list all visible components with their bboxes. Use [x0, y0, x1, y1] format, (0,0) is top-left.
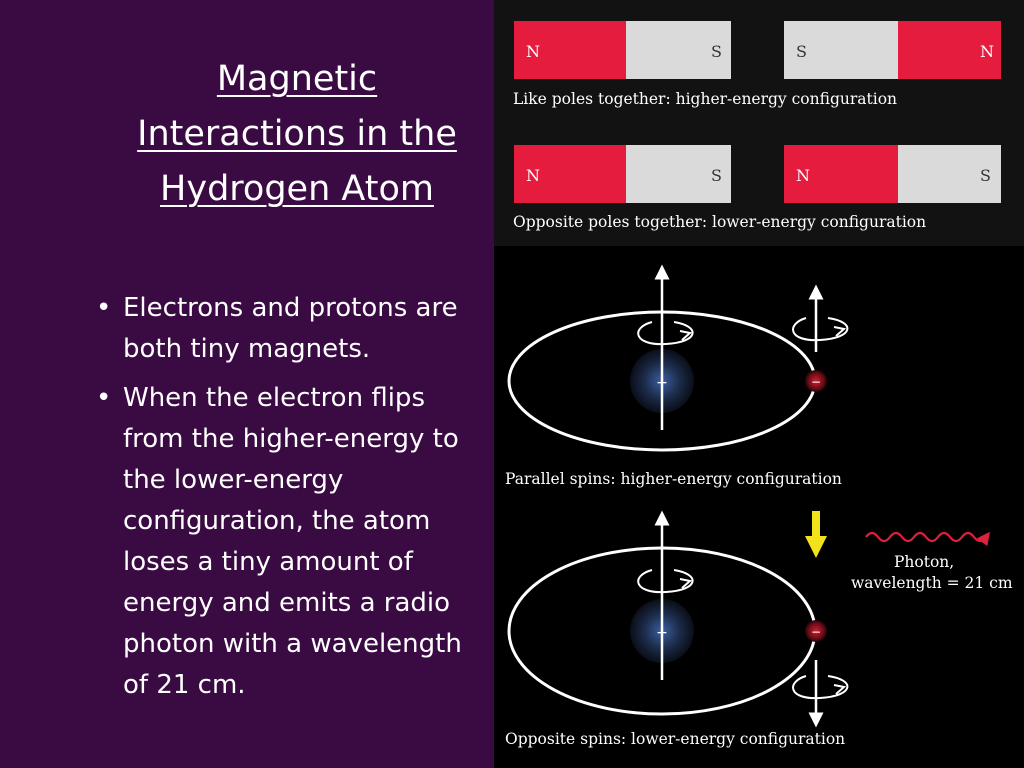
parallel-spins-caption: Parallel spins: higher-energy configuration	[505, 470, 842, 488]
like-poles-caption: Like poles together: higher-energy configuration	[513, 90, 898, 108]
title-line-3: Hydrogen Atom	[160, 169, 434, 209]
pole-label: S	[711, 42, 722, 61]
slide-text-area	[0, 0, 494, 768]
photon-label: Photon,	[894, 553, 955, 571]
wavelength-label: wavelength = 21 cm	[851, 574, 1013, 592]
atom-opposite-spins	[509, 518, 847, 720]
bullet-list	[94, 288, 474, 714]
photon-wave	[866, 533, 986, 541]
figure-panel	[494, 0, 1024, 768]
transition-arrow	[805, 511, 827, 558]
bullet-marker: •	[96, 383, 112, 413]
electron-rotation-arrow	[793, 676, 847, 698]
atom-parallel-spins	[509, 272, 847, 450]
electron-charge: −	[810, 625, 822, 639]
bullet-text: Electrons and protons are both tiny magnets.	[123, 293, 458, 364]
pole-label: N	[526, 166, 540, 185]
title-line-1: Magnetic	[216, 59, 378, 99]
slide-title	[100, 52, 494, 217]
hydrogen-atom-diagram	[494, 0, 1024, 768]
electron-rotation-arrow	[793, 318, 847, 340]
proton-rotation-arrow	[638, 570, 692, 592]
proton-charge: +	[656, 625, 668, 641]
opposite-poles-caption: Opposite poles together: lower-energy configuration	[513, 213, 927, 231]
proton-rotation-arrow	[638, 322, 692, 344]
opposite-spins-caption: Opposite spins: lower-energy configuration	[505, 730, 846, 748]
bullet-marker: •	[96, 293, 112, 323]
pole-label: S	[796, 42, 807, 61]
bullet-item	[94, 288, 474, 370]
pole-label: S	[711, 166, 722, 185]
bullet-item	[94, 378, 474, 706]
bullet-text: When the electron flips from the higher-energy to the lower-energy configuration, the atom loses a tiny amount of energy and emits a radio photon with a wavelength of 21 cm.	[123, 383, 462, 700]
title-line-2: Interactions in the	[137, 114, 457, 154]
pole-label: N	[980, 42, 994, 61]
proton-charge: +	[656, 375, 668, 391]
pole-label: S	[980, 166, 991, 185]
pole-label: N	[526, 42, 540, 61]
pole-label: N	[796, 166, 810, 185]
electron-charge: −	[810, 375, 822, 389]
